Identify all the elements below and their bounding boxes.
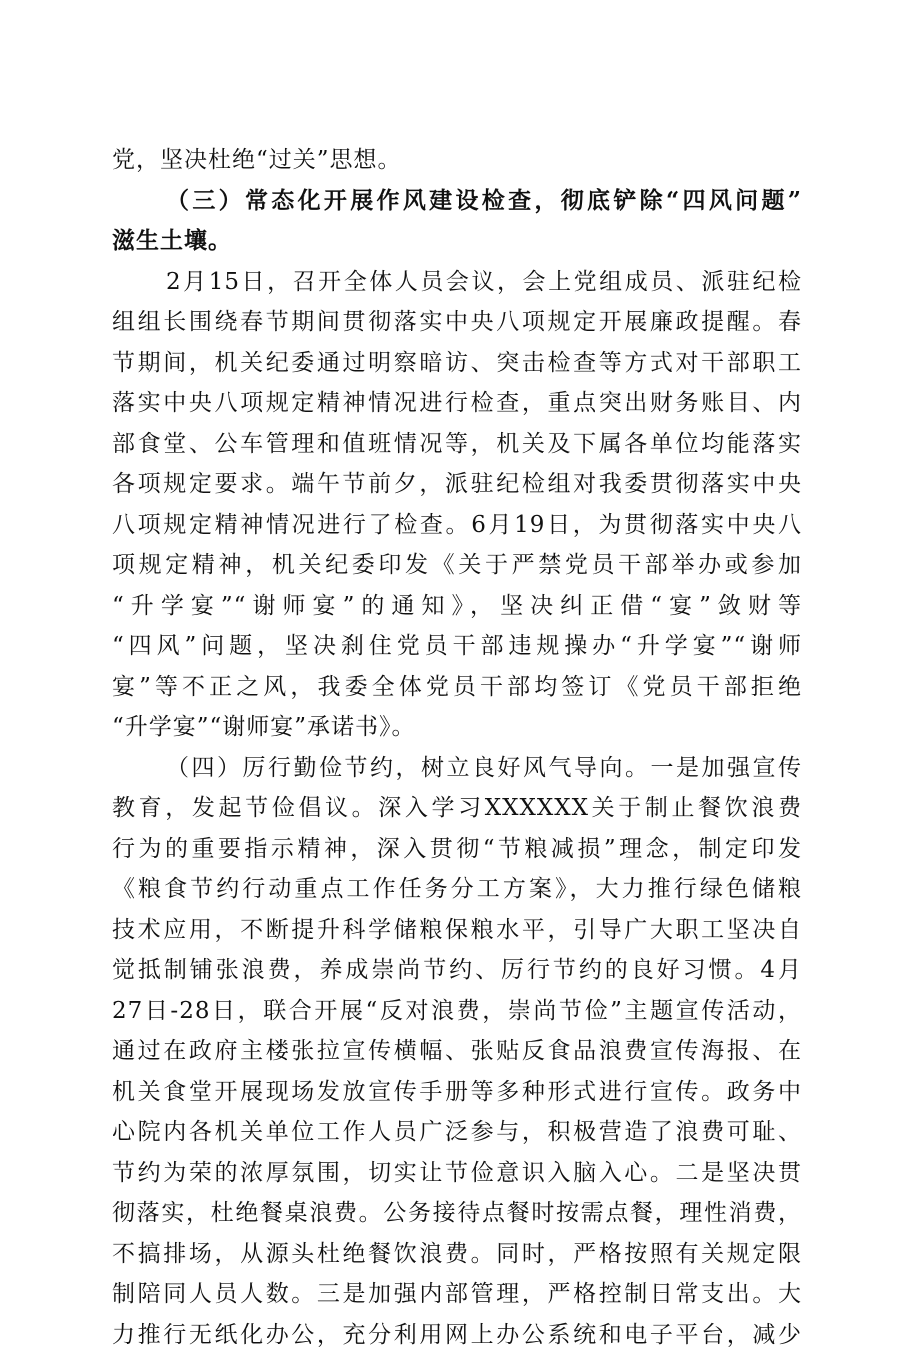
paragraph-line: 通过在政府主楼张拉宣传横幅、张贴反食品浪费宣传海报、在 [112,1031,802,1072]
paragraph-line: 节约为荣的浓厚氛围，切实让节俭意识入脑入心。二是坚决贯 [112,1153,802,1194]
paragraph-line: 觉抵制铺张浪费，养成崇尚节约、厉行节约的良好习惯。4月 [112,950,802,991]
paragraph-line: 不搞排场，从源头杜绝餐饮浪费。同时，严格按照有关规定限 [112,1234,802,1275]
paragraph-line: 八项规定精神情况进行了检查。6月19日，为贯彻落实中央八 [112,505,802,546]
paragraph-line: 机关食堂开展现场发放宣传手册等多种形式进行宣传。政务中 [112,1072,802,1113]
paragraph-line: 节期间，机关纪委通过明察暗访、突击检查等方式对干部职工 [112,343,802,384]
paragraph-line: （四）厉行勤俭节约，树立良好风气导向。一是加强宣传 [112,748,802,789]
paragraph-line: 力推行无纸化办公，充分利用网上办公系统和电子平台，减少 [112,1315,802,1355]
paragraph-line: 27日-28日，联合开展“反对浪费，崇尚节俭”主题宣传活动， [112,991,802,1032]
paragraph-line: “升学宴”“谢师宴”的通知》，坚决纠正借“宴”敛财等 [112,586,802,627]
paragraph-line: 心院内各机关单位工作人员广泛参与，积极营造了浪费可耻、 [112,1112,802,1153]
paragraph-line: 组组长围绕春节期间贯彻落实中央八项规定开展廉政提醒。春 [112,302,802,343]
section-heading-line: （三）常态化开展作风建设检查，彻底铲除“四风问题” [112,181,802,222]
paragraph-line: 宴”等不正之风，我委全体党员干部均签订《党员干部拒绝 [112,667,802,708]
paragraph-line: 制陪同人员人数。三是加强内部管理，严格控制日常支出。大 [112,1274,802,1315]
paragraph-line: “升学宴”“谢师宴”承诺书》。 [112,707,802,748]
paragraph-line: 各项规定要求。端午节前夕，派驻纪检组对我委贯彻落实中央 [112,464,802,505]
document-body [112,140,802,1355]
paragraph-line: “四风”问题，坚决刹住党员干部违规操办“升学宴”“谢师 [112,626,802,667]
paragraph-line: 落实中央八项规定精神情况进行检查，重点突出财务账目、内 [112,383,802,424]
paragraph-line: 彻落实，杜绝餐桌浪费。公务接待点餐时按需点餐，理性消费， [112,1193,802,1234]
paragraph-line: 《粮食节约行动重点工作任务分工方案》，大力推行绿色储粮 [112,869,802,910]
paragraph-line: 项规定精神，机关纪委印发《关于严禁党员干部举办或参加 [112,545,802,586]
paragraph-line: 教育，发起节俭倡议。深入学习XXXXXX关于制止餐饮浪费 [112,788,802,829]
paragraph-line: 技术应用，不断提升科学储粮保粮水平，引导广大职工坚决自 [112,910,802,951]
section-heading-line: 滋生土壤。 [112,221,802,262]
paragraph-line: 党，坚决杜绝“过关”思想。 [112,140,802,181]
paragraph-line: 2月15日，召开全体人员会议，会上党组成员、派驻纪检 [112,262,802,303]
paragraph-line: 行为的重要指示精神，深入贯彻“节粮减损”理念，制定印发 [112,829,802,870]
paragraph-line: 部食堂、公车管理和值班情况等，机关及下属各单位均能落实 [112,424,802,465]
